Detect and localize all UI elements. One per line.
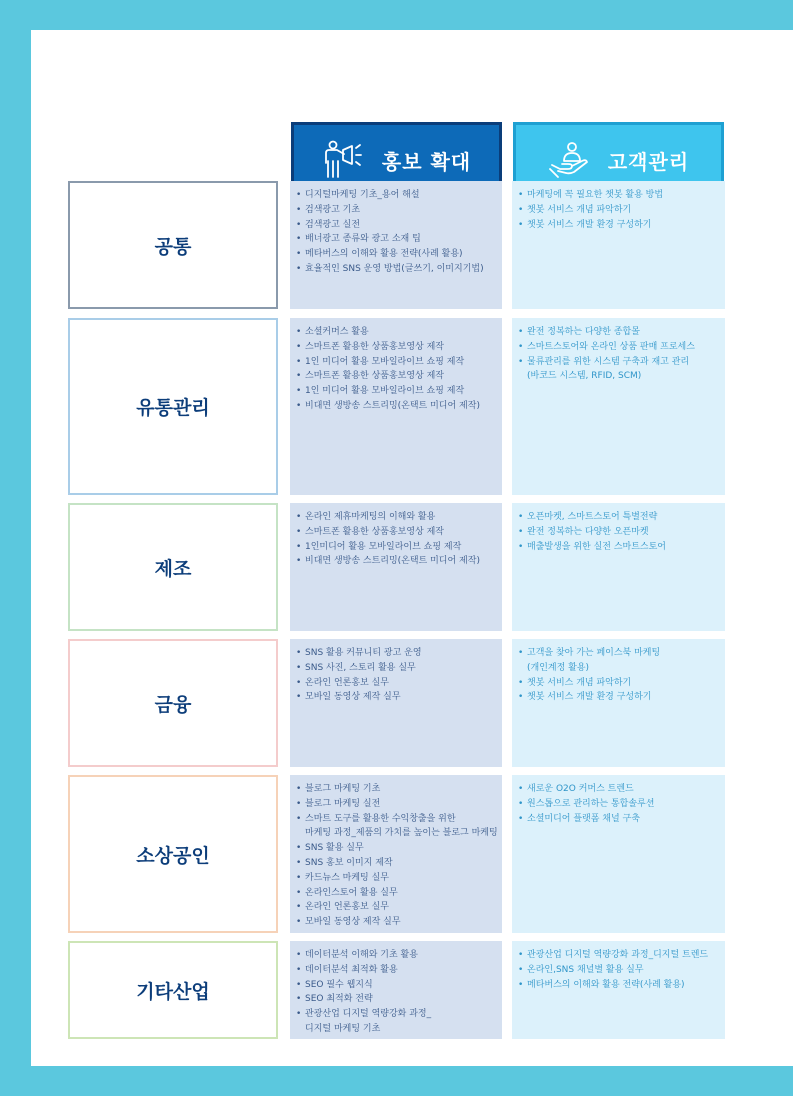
category-label: 제조: [154, 557, 192, 580]
list-item: • 검색광고 기초: [296, 203, 496, 218]
category-finance: [68, 639, 278, 767]
list-item: • 디지털마케팅 기초_용어 해설: [296, 188, 496, 203]
category-label: 소상공인: [136, 844, 210, 867]
cell-promo: [290, 775, 502, 933]
list-item: • 챗봇 서비스 개념 파악하기: [518, 203, 719, 218]
list-item: • SNS 홍보 이미지 제작: [296, 856, 496, 871]
list-item: • 오픈마켓, 스마트스토어 특별전략: [518, 510, 719, 525]
list-item: • SNS 사진, 스토리 활용 실무: [296, 661, 496, 676]
category-common: [68, 181, 278, 309]
category-other-industries: [68, 941, 278, 1039]
list-item: (바코드 시스템, RFID, SCM): [527, 371, 642, 382]
list-item: • 물류관리를 위한 시스템 구축과 재고 관리: [518, 355, 719, 370]
list-item: • 챗봇 서비스 개발 환경 구성하기: [518, 690, 719, 705]
list-item: • 온라인스토어 활용 실무: [296, 886, 496, 901]
category-label: 공통: [154, 235, 192, 258]
hand-person-icon: [548, 139, 590, 181]
list-item: • SEO 최적화 전략: [296, 992, 496, 1007]
list-item: • 모바일 동영상 제작 실무: [296, 915, 496, 930]
list-item: • 챗봇 서비스 개발 환경 구성하기: [518, 218, 719, 233]
list-item: • 스마트 도구를 활용한 수익창출을 위한: [296, 812, 496, 827]
category-label: 금융: [154, 693, 192, 716]
list-item: • 스마트폰 활용한 상품홍보영상 제작: [296, 369, 496, 384]
list-item: • 원스톱으로 관리하는 통합솔루션: [518, 797, 719, 812]
list-item: 디지털 마케팅 기초: [305, 1023, 381, 1034]
list-item: • 블로그 마케팅 실전: [296, 797, 496, 812]
list-item: • 배너광고 종류와 광고 소재 팁: [296, 232, 496, 247]
list-item: • SNS 활용 실무: [296, 841, 496, 856]
list-item: • 완전 정복하는 다양한 오픈마켓: [518, 525, 719, 540]
cell-promo: [290, 941, 502, 1039]
list-item: • 완전 정복하는 다양한 종합몰: [518, 325, 719, 340]
list-item: • 소셜커머스 활용: [296, 325, 496, 340]
list-item: • 새로운 O2O 커머스 트렌드: [518, 782, 719, 797]
cell-customer: [512, 941, 725, 1039]
list-item: • 모바일 동영상 제작 실무: [296, 690, 496, 705]
category-label: 유통관리: [136, 397, 210, 419]
list-item: • 챗봇 서비스 개념 파악하기: [518, 676, 719, 691]
list-item: • 효율적인 SNS 운영 방법(글쓰기, 이미지기법): [296, 262, 496, 277]
list-item: • 데이터분석 최적화 활용: [296, 963, 496, 978]
list-item: • 온라인 언론홍보 실무: [296, 676, 496, 691]
list-item: • 스마트폰 활용한 상품홍보영상 제작: [296, 525, 496, 540]
cell-promo: [290, 318, 502, 495]
list-item: 마케팅 과정_제품의 가치를 높이는 블로그 마케팅: [305, 828, 498, 839]
list-item: • SNS 활용 커뮤니티 광고 운영: [296, 646, 496, 661]
list-item: • 온라인 언론홍보 실무: [296, 900, 496, 915]
category-label: 기타산업: [136, 980, 210, 1003]
list-item: • 데이터분석 이해와 기초 활용: [296, 948, 496, 963]
cell-customer: [512, 318, 725, 495]
cell-promo: [290, 639, 502, 767]
list-item: • 소셜미디어 플랫폼 채널 구축: [518, 812, 719, 827]
list-item: • 비대면 생방송 스트리밍(온택트 미디어 제작): [296, 554, 496, 569]
page: [31, 30, 793, 1066]
megaphone-person-icon: [322, 139, 364, 181]
list-item: • 스마트폰 활용한 상품홍보영상 제작: [296, 340, 496, 355]
cell-customer: [512, 503, 725, 631]
list-item: (개인계정 활용): [527, 662, 590, 673]
list-item: • 메타버스의 이해와 활용 전략(사례 활용): [518, 978, 719, 993]
header-label: 고객관리: [607, 149, 690, 174]
category-manufacturing: [68, 503, 278, 631]
list-item: • 관광산업 디지털 역량강화 과정_: [296, 1007, 496, 1022]
list-item: • SEO 필수 웹지식: [296, 978, 496, 993]
list-item: • 온라인 제휴마케팅의 이해와 활용: [296, 510, 496, 525]
list-item: • 1인 미디어 활용 모바일라이브 쇼핑 제작: [296, 384, 496, 399]
list-item: • 마케팅에 꼭 필요한 챗봇 활용 방법: [518, 188, 719, 203]
cell-customer: [512, 181, 725, 309]
list-item: • 카드뉴스 마케팅 실무: [296, 871, 496, 886]
list-item: • 메타버스의 이해와 활용 전략(사례 활용): [296, 247, 496, 262]
category-small-business: [68, 775, 278, 933]
list-item: • 관광산업 디지털 역량강화 과정_디지털 트렌드: [518, 948, 719, 963]
list-item: • 매출발생을 위한 실전 스마트스토어: [518, 540, 719, 555]
list-item: • 비대면 생방송 스트리밍(온택트 미디어 제작): [296, 399, 496, 414]
list-item: • 고객을 찾아 가는 페이스북 마케팅: [518, 646, 719, 661]
cell-promo: [290, 181, 502, 309]
list-item: • 검색광고 실전: [296, 218, 496, 233]
list-item: • 스마트스토어와 온라인 상품 판매 프로세스: [518, 340, 719, 355]
cell-promo: [290, 503, 502, 631]
list-item: • 1인미디어 활용 모바일라이브 쇼핑 제작: [296, 540, 496, 555]
category-distribution: [68, 318, 278, 495]
cell-customer: [512, 775, 725, 933]
list-item: • 온라인,SNS 채널별 활용 실무: [518, 963, 719, 978]
header-label: 홍보 확대: [381, 149, 472, 174]
cell-customer: [512, 639, 725, 767]
list-item: • 1인 미디어 활용 모바일라이브 쇼핑 제작: [296, 355, 496, 370]
list-item: • 블로그 마케팅 기초: [296, 782, 496, 797]
